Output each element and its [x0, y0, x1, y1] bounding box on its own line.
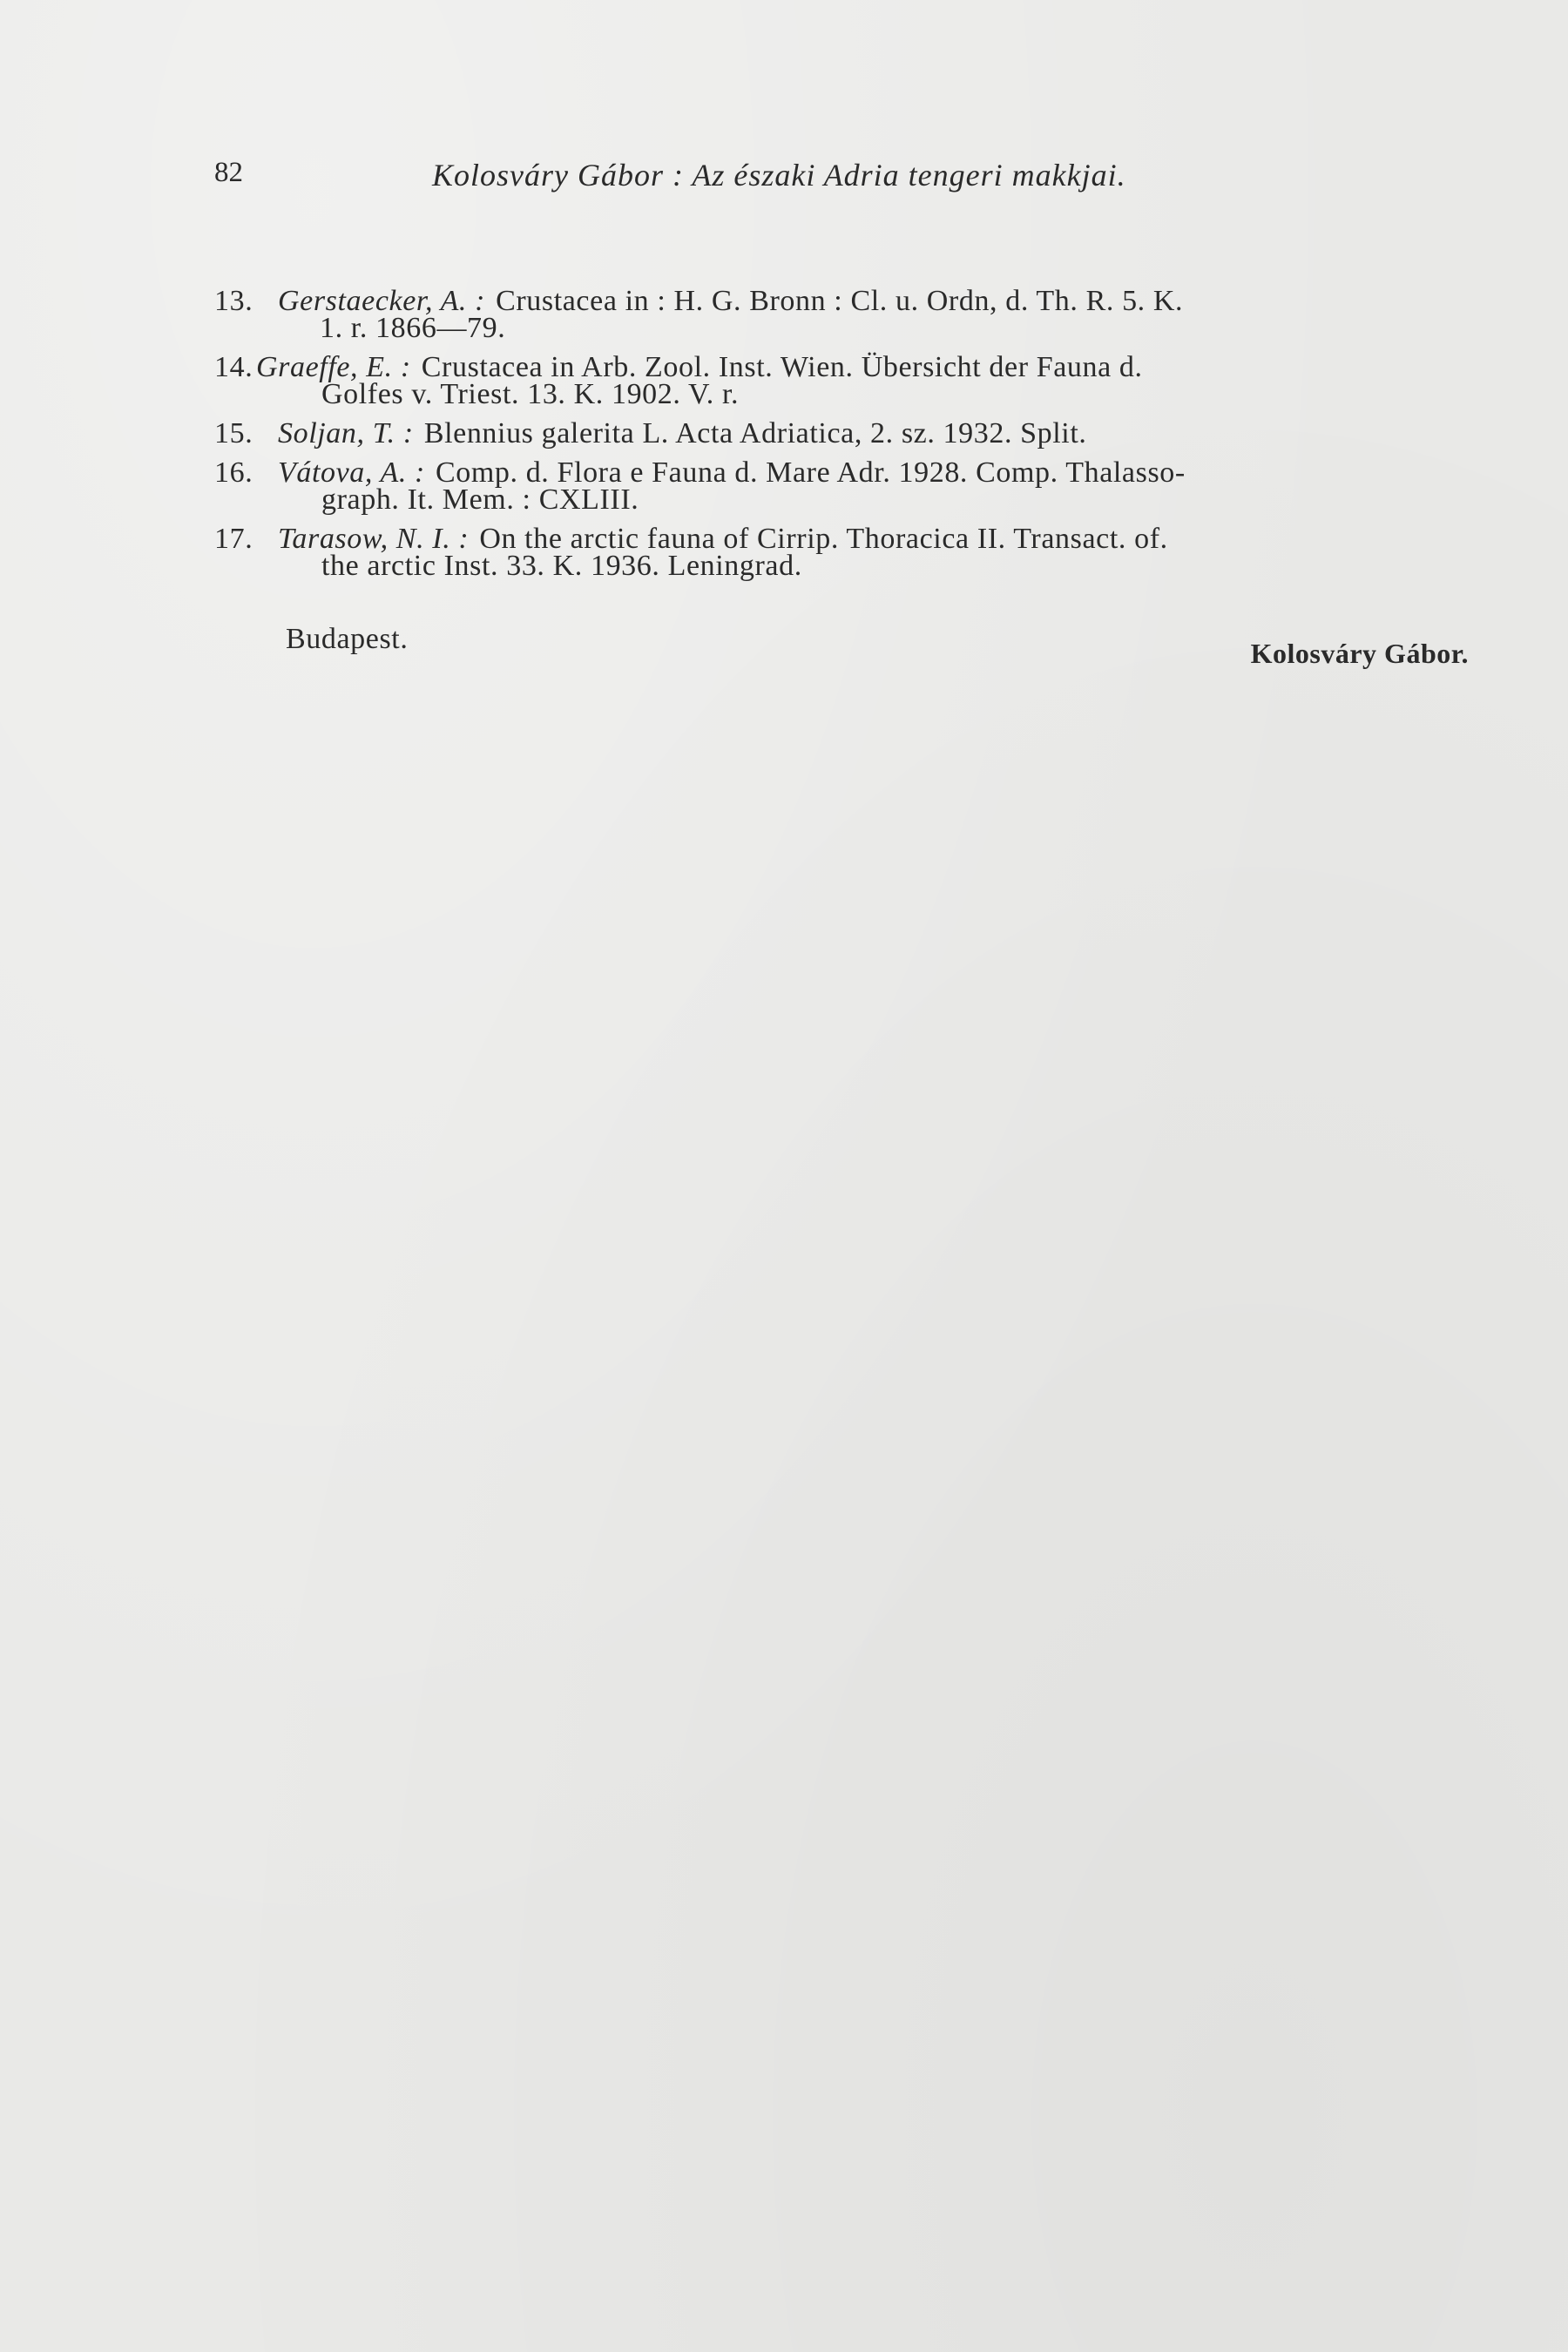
reference-item	[214, 351, 1469, 410]
reference-text: Crustacea in : H. G. Bronn : Cl. u. Ordn, d. Th. R. 5. K.	[496, 285, 1184, 317]
reference-number: 17.	[214, 523, 253, 555]
reference-author: Gerstaecker, A. :	[278, 285, 486, 317]
reference-author: Soljan, T. :	[278, 417, 414, 449]
reference-number: 14.	[214, 351, 253, 383]
reference-continuation: Golfes v. Triest. 13. K. 1902. V. r.	[321, 378, 740, 410]
reference-number: 13.	[214, 285, 253, 317]
reference-item	[214, 456, 1469, 516]
running-title: Kolosváry Gábor : Az északi Adria tengeri makkjai.	[432, 158, 1126, 193]
place-of-writing: Budapest.	[286, 623, 409, 655]
reference-author: Vátova, A. :	[278, 456, 425, 489]
reference-text: Comp. d. Flora e Fauna d. Mare Adr. 1928. Comp. Thalasso-	[435, 456, 1186, 489]
reference-number: 15.	[214, 417, 253, 449]
reference-list	[214, 287, 1469, 591]
reference-number: 16.	[214, 456, 253, 489]
closing	[286, 623, 1469, 669]
reference-item	[214, 523, 1469, 582]
reference-text: Crustacea in Arb. Zool. Inst. Wien. Übersicht der Fauna d.	[421, 351, 1143, 383]
reference-continuation: graph. It. Mem. : CXLIII.	[321, 483, 639, 516]
reference-item	[214, 285, 1469, 344]
reference-author: Graeffe, E. :	[256, 351, 411, 383]
reference-text: Blennius galerita L. Acta Adriatica, 2. sz. 1932. Split.	[423, 417, 1087, 449]
reference-text: On the arctic fauna of Cirrip. Thoracica II. Transact. of.	[479, 523, 1168, 555]
page-number: 82	[214, 157, 243, 188]
reference-continuation: 1. r. 1866—79.	[320, 312, 506, 344]
author-signature: Kolosváry Gábor.	[1250, 638, 1469, 669]
reference-author: Tarasow, N. I. :	[278, 523, 470, 555]
reference-continuation: the arctic Inst. 33. K. 1936. Leningrad.	[321, 550, 802, 582]
reference-item	[214, 417, 1469, 449]
running-head	[214, 157, 1260, 209]
